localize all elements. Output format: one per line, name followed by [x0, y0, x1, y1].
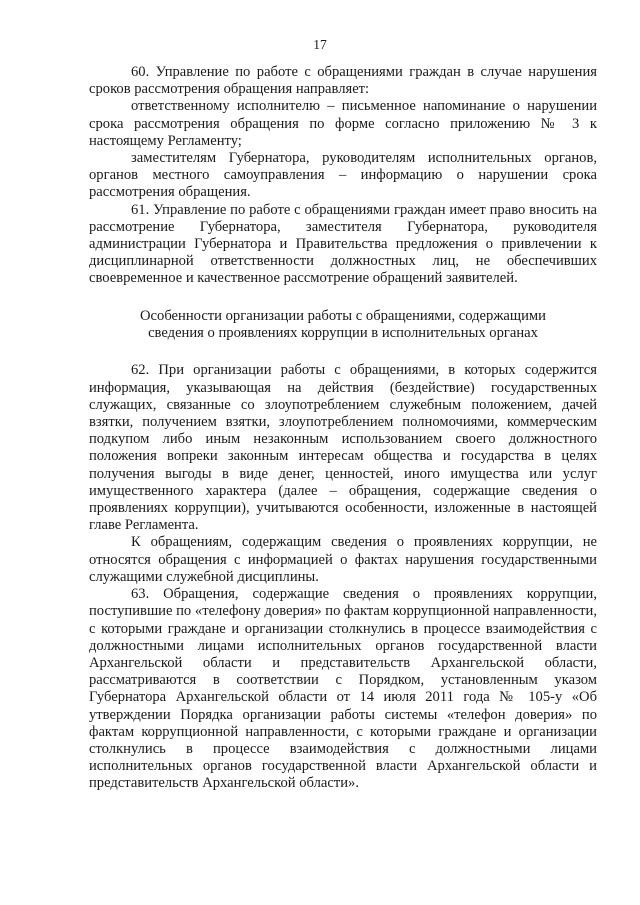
paragraph-60-item-deputies: заместителям Губернатора, руководителям исполнительных органов, органов местного самоуправления – информацию о нарушении срока рассмотрения обращения.	[89, 150, 597, 201]
paragraph-60-intro: 60. Управление по работе с обращениями граждан в случае нарушения сроков рассмотрения обращения направляет:	[89, 64, 597, 98]
document-body	[89, 64, 597, 793]
section-heading-line-1: Особенности организации работы с обращениями, содержащими	[140, 307, 546, 324]
paragraph-63: 63. Обращения, содержащие сведения о проявлениях коррупции, поступившие по «телефону доверия» по фактам коррупционной направленности, с которыми граждане и организации столкнулись в процессе взаимодействия с должностными лицами исполнительных органов государственной власти Архангельской области и представительств Архангельской области, рассматриваются в соответствии с Порядком, установленным указом Губернатора Архангельской области от 14 июля 2011 года № 105-у «Об утверждении Порядка организации работы системы «телефон доверия» по фактам коррупционной направленности, с которыми граждане и организации столкнулись в процессе взаимодействия с должностными лицами исполнительных органов государственной власти Архангельской области и представительств Архангельской области».	[89, 586, 597, 792]
paragraph-62-exclusion: К обращениям, содержащим сведения о проявлениях коррупции, не относятся обращения с информацией о фактах нарушения государственными служащими служебной дисциплины.	[89, 534, 597, 585]
paragraph-61: 61. Управление по работе с обращениями граждан имеет право вносить на рассмотрение Губернатора, заместителя Губернатора, руководителя администрации Губернатора и Правительства предложения о привлечении к дисциплинарной ответственности должностных лиц, не обеспечивших своевременное и качественное рассмотрение обращений заявителей.	[89, 201, 597, 287]
paragraph-60-item-executor: ответственному исполнителю – письменное напоминание о нарушении срока рассмотрения обращения по форме согласно приложению № 3 к настоящему Регламенту;	[89, 98, 597, 149]
section-heading	[89, 308, 597, 343]
paragraph-62: 62. При организации работы с обращениями, в которых содержится информация, указывающая на действия (бездействие) государственных служащих, связанные со злоупотреблением служебным положением, дачей взятки, получением взятки, злоупотреблением полномочиями, коммерческим подкупом либо иным незаконным использованием своего должностного положения вопреки законным интересам общества и государства в целях получения выгоды в виде денег, ценностей, иного имущества или услуг имущественного характера (далее – обращения, содержащие сведения о проявлениях коррупции), учитываются особенности, изложенные в настоящей главе Регламента.	[89, 362, 597, 534]
page-number: 17	[313, 37, 327, 52]
section-heading-line-2: сведения о проявлениях коррупции в исполнительных органах	[148, 325, 538, 342]
